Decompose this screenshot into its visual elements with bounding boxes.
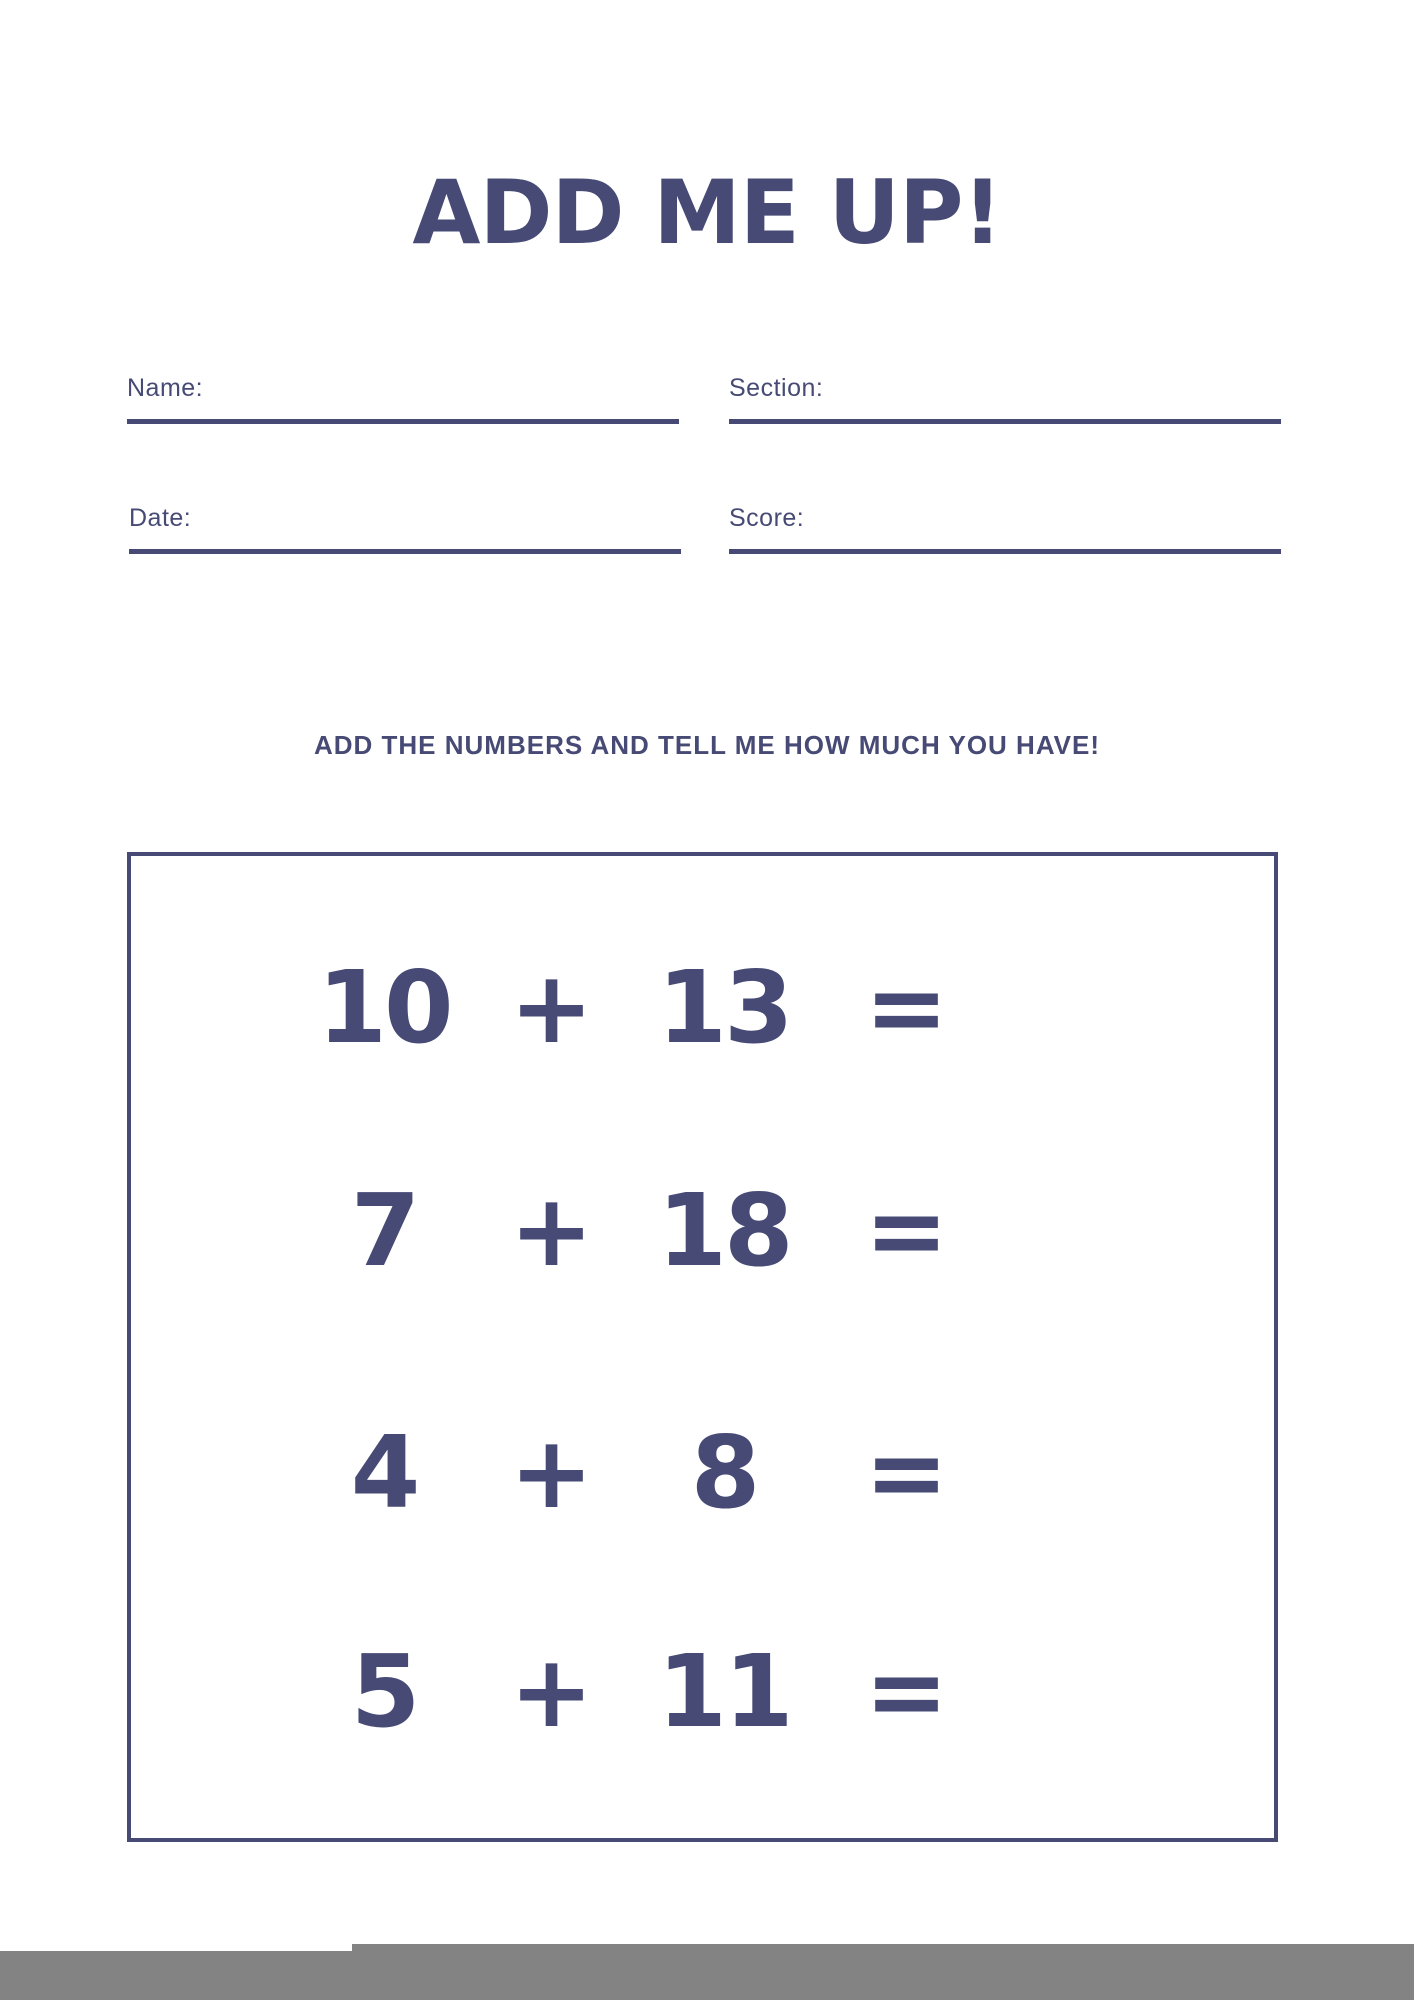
addend-a: 7 [350, 1172, 418, 1289]
name-underline[interactable] [127, 419, 679, 424]
problem-box [127, 852, 1278, 1842]
answer-area-4[interactable] [1011, 1642, 1201, 1742]
addend-b: 11 [657, 1633, 791, 1750]
addend-b: 8 [690, 1414, 758, 1531]
plus-sign: + [509, 1414, 591, 1531]
problem-row-2 [131, 1171, 1274, 1291]
score-label: Score: [729, 504, 805, 532]
section-label: Section: [729, 374, 824, 402]
score-underline[interactable] [729, 549, 1281, 554]
score-field[interactable] [729, 492, 1281, 554]
answer-area-1[interactable] [1011, 958, 1201, 1058]
answer-area-2[interactable] [1011, 1181, 1201, 1281]
equals-sign: = [864, 1414, 946, 1531]
addend-b: 18 [657, 1172, 791, 1289]
name-label: Name: [127, 374, 204, 402]
plus-sign: + [509, 949, 591, 1066]
equals-sign: = [864, 949, 946, 1066]
instruction-text: ADD THE NUMBERS AND TELL ME HOW MUCH YOU HAVE! [313, 730, 1101, 760]
addend-a: 4 [350, 1414, 418, 1531]
addend-b: 13 [657, 949, 791, 1066]
problem-row-1 [131, 948, 1274, 1068]
equals-sign: = [864, 1172, 946, 1289]
plus-sign: + [509, 1172, 591, 1289]
answer-area-3[interactable] [1011, 1423, 1201, 1523]
worksheet-title: ADD ME UP! [412, 161, 1002, 264]
equals-sign: = [864, 1633, 946, 1750]
date-label: Date: [129, 504, 192, 532]
footer-notch [0, 1944, 352, 1951]
problem-row-3 [131, 1413, 1274, 1533]
footer-bar [0, 1951, 1414, 2000]
plus-sign: + [509, 1633, 591, 1750]
date-underline[interactable] [129, 549, 681, 554]
name-field[interactable] [127, 362, 679, 424]
date-field[interactable] [129, 492, 681, 554]
section-field[interactable] [729, 362, 1281, 424]
addend-a: 10 [317, 949, 451, 1066]
addend-a: 5 [350, 1633, 418, 1750]
problem-row-4 [131, 1632, 1274, 1752]
section-underline[interactable] [729, 419, 1281, 424]
footer-bar-top [352, 1944, 1414, 1951]
